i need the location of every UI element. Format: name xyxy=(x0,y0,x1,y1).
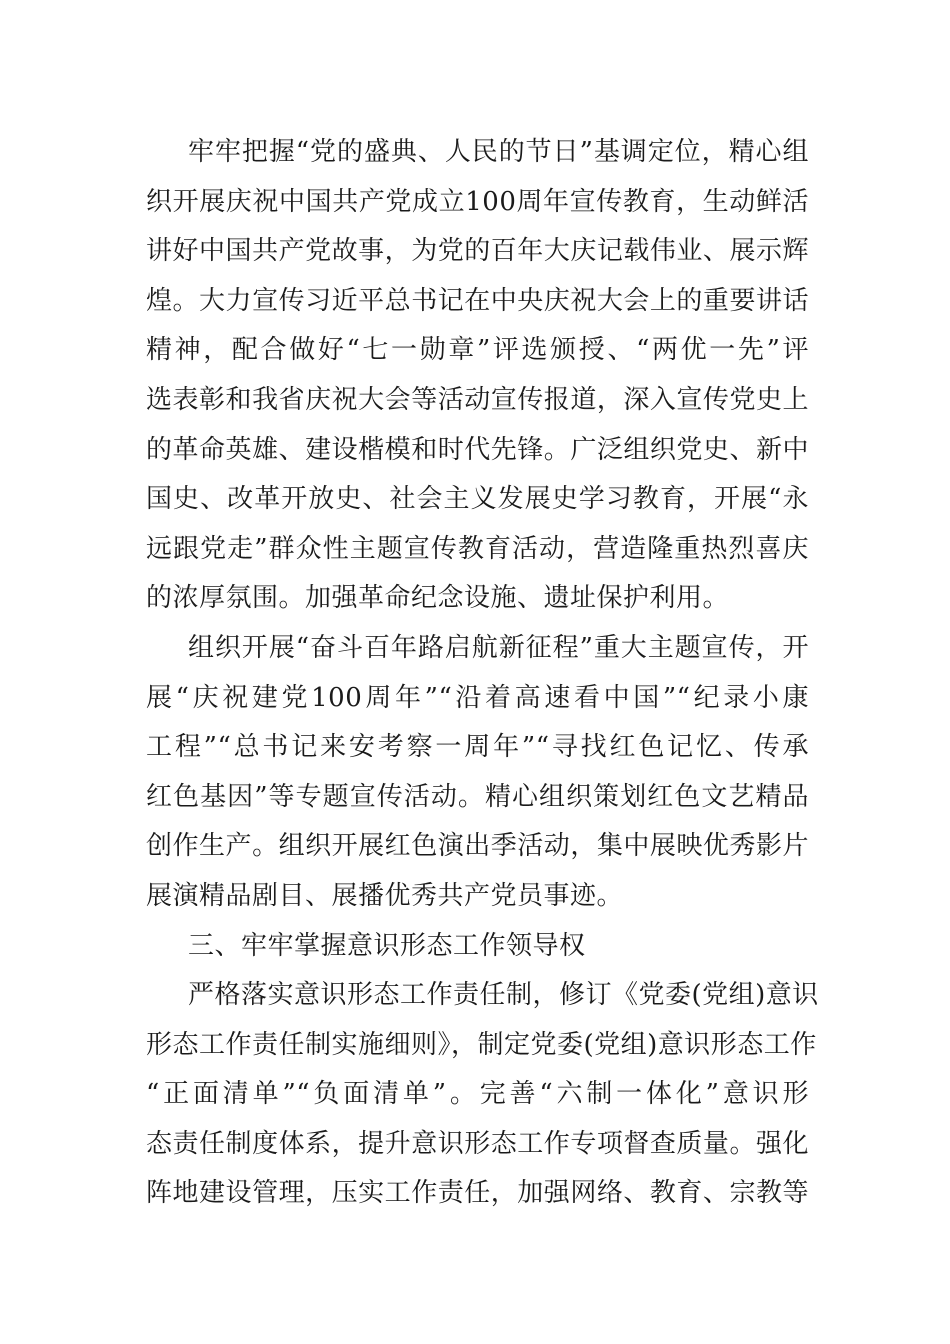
paragraph-2-line-5: 创作生产。组织开展红色演出季活动，集中展映优秀影片 xyxy=(146,831,809,862)
paragraph-1-line-2: 织开展庆祝中国共产党成立100周年宣传教育，生动鲜活 xyxy=(146,186,809,217)
paragraph-3-line-1: 严格落实意识形态工作责任制，修订《党委(党组)意识 xyxy=(188,980,819,1011)
paragraph-1-line-1: 牢牢把握“党的盛典、人民的节日”基调定位，精心组 xyxy=(188,137,809,167)
paragraph-2-line-1: 组织开展“奋斗百年路启航新征程”重大主题宣传，开 xyxy=(188,632,809,663)
paragraph-3-line-2: 形态工作责任制实施细则》，制定党委(党组)意识形态工作 xyxy=(146,1029,817,1060)
paragraph-2-line-3: 工程”“总书记来安考察一周年”“寻找红色记忆、传承 xyxy=(146,732,809,763)
paragraph-1-line-3: 讲好中国共产党故事，为党的百年大庆记载伟业、展示辉 xyxy=(146,236,809,267)
paragraph-1-line-6: 选表彰和我省庆祝大会等活动宣传报道，深入宣传党史上 xyxy=(146,384,809,415)
paragraph-2-line-4: 红色基因”等专题宣传活动。精心组织策划红色文艺精品 xyxy=(146,781,809,812)
paragraph-1-line-8: 国史、改革开放史、社会主义发展史学习教育，开展“永 xyxy=(146,484,809,515)
paragraph-3-line-3: “正面清单”“负面清单”。完善“六制一体化”意识形 xyxy=(146,1079,809,1110)
paragraph-1-line-9: 远跟党走”群众性主题宣传教育活动，营造隆重热烈喜庆 xyxy=(146,533,809,564)
paragraph-3-line-4: 态责任制度体系，提升意识形态工作专项督查质量。强化 xyxy=(146,1128,809,1159)
paragraph-1-line-10: 的浓厚氛围。加强革命纪念设施、遗址保护利用。 xyxy=(146,583,730,614)
paragraph-1-line-4: 煌。大力宣传习近平总书记在中央庆祝大会上的重要讲话 xyxy=(146,285,809,316)
section-heading: 三、牢牢掌握意识形态工作领导权 xyxy=(188,930,586,961)
paragraph-2-line-2: 展“庆祝建党100周年”“沿着高速看中国”“纪录小康 xyxy=(146,682,809,713)
paragraph-2-line-6: 展演精品剧目、展播优秀共产党员事迹。 xyxy=(146,880,624,911)
paragraph-1-line-5: 精神，配合做好“七一勋章”评选颁授、“两优一先”评 xyxy=(146,335,809,366)
paragraph-1-line-7: 的革命英雄、建设楷模和时代先锋。广泛组织党史、新中 xyxy=(146,434,809,465)
document-body xyxy=(146,128,819,1219)
paragraph-3-line-5: 阵地建设管理，压实工作责任，加强网络、教育、宗教等 xyxy=(146,1178,809,1209)
